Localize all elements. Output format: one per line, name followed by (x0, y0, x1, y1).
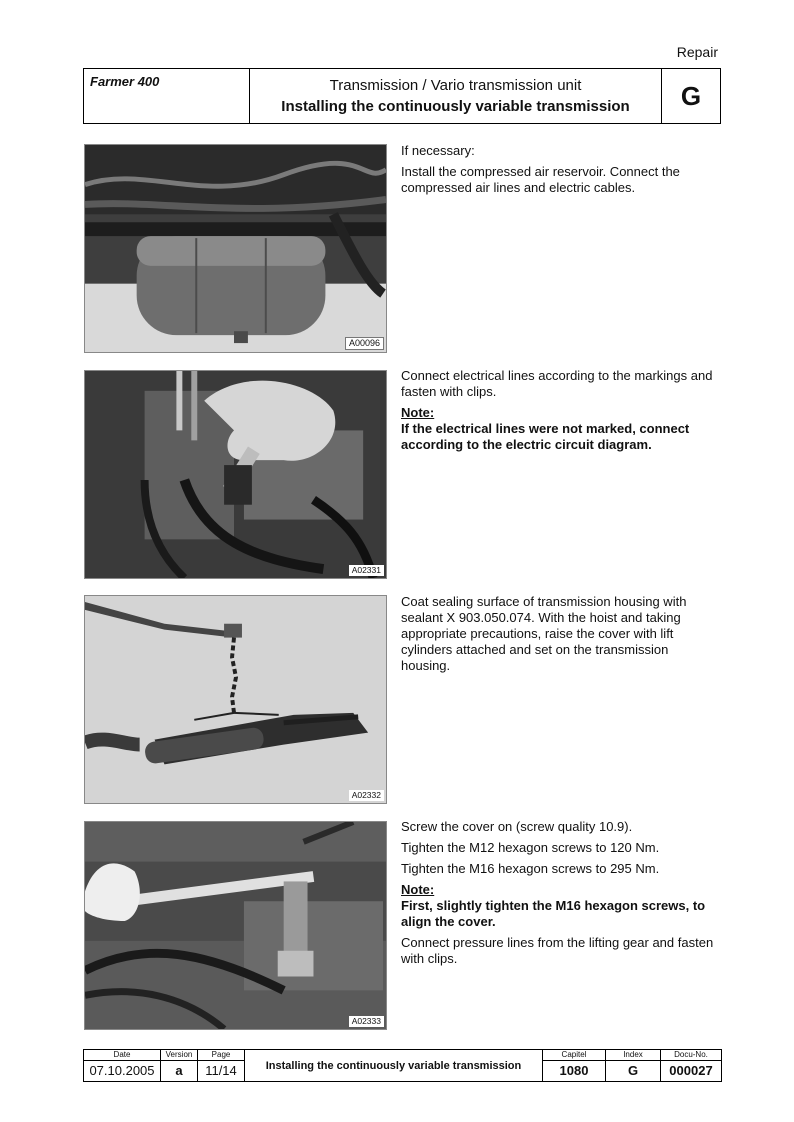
hoist-cover-illustration (85, 596, 386, 803)
image-code: A02333 (349, 1016, 384, 1027)
photo-electrical-lines (84, 370, 387, 579)
date-value: 07.10.2005 (84, 1061, 161, 1082)
index-value: G (606, 1061, 661, 1082)
capitel-value: 1080 (543, 1061, 606, 1082)
docu-value: 000027 (661, 1061, 722, 1082)
step-paragraph: Tighten the M12 hexagon screws to 120 Nm. (401, 840, 660, 855)
air-reservoir-illustration (85, 145, 386, 352)
step-paragraph: Screw the cover on (screw quality 10.9). (401, 819, 633, 834)
header-titles (250, 69, 662, 123)
step-3-text (401, 594, 721, 679)
photo-air-reservoir (84, 144, 387, 353)
note-label: Note: (401, 882, 435, 897)
photo-hoist-cover (84, 595, 387, 804)
section-label: Repair (676, 44, 718, 60)
image-code: A02331 (349, 565, 384, 576)
page-header (83, 68, 721, 124)
step-2-text (401, 368, 721, 458)
step-4-text (401, 819, 721, 972)
page-footer (83, 1049, 722, 1082)
note-text: If the electrical lines were not marked, connect according to the electric circuit diagram. (401, 421, 690, 452)
photo-torque-wrench (84, 821, 387, 1030)
capitel-label: Capitel (543, 1050, 606, 1061)
note-text: First, slightly tighten the M16 hexagon screws, to align the cover. (401, 898, 706, 929)
step-paragraph: Install the compressed air reservoir. Connect the compressed air lines and electric cables. (401, 164, 680, 195)
version-label: Version (161, 1050, 198, 1061)
image-code: A00096 (345, 337, 384, 350)
docu-label: Docu-No. (661, 1050, 722, 1061)
version-value: a (161, 1061, 198, 1082)
step-paragraph: Connect pressure lines from the lifting gear and fasten with clips. (401, 935, 714, 966)
page-title: Installing the continuously variable transmission (281, 98, 630, 115)
step-paragraph: Tighten the M16 hexagon screws to 295 Nm. (401, 861, 660, 876)
date-label: Date (84, 1050, 161, 1061)
step-1-text (401, 143, 721, 201)
page-number: 11/14 (198, 1061, 245, 1082)
index-letter: G (680, 80, 702, 111)
model-name: Farmer 400 (84, 69, 250, 123)
electrical-lines-illustration (85, 371, 386, 578)
step-paragraph: Connect electrical lines according to the markings and fasten with clips. (401, 368, 713, 399)
chapter-title: Transmission / Vario transmission unit (329, 77, 582, 94)
index-label: Index (606, 1050, 661, 1061)
image-code: A02332 (349, 790, 384, 801)
step-paragraph: If necessary: (401, 143, 475, 158)
torque-wrench-illustration (85, 822, 386, 1029)
footer-title: Installing the continuously variable transmission (245, 1050, 543, 1082)
page-label: Page (198, 1050, 245, 1061)
step-paragraph: Coat sealing surface of transmission housing with sealant X 903.050.074. With the hoist and taking appropriate precautions, raise the cover with lift cylinders attached and set on the transmission housing. (401, 594, 687, 673)
note-label: Note: (401, 405, 435, 420)
